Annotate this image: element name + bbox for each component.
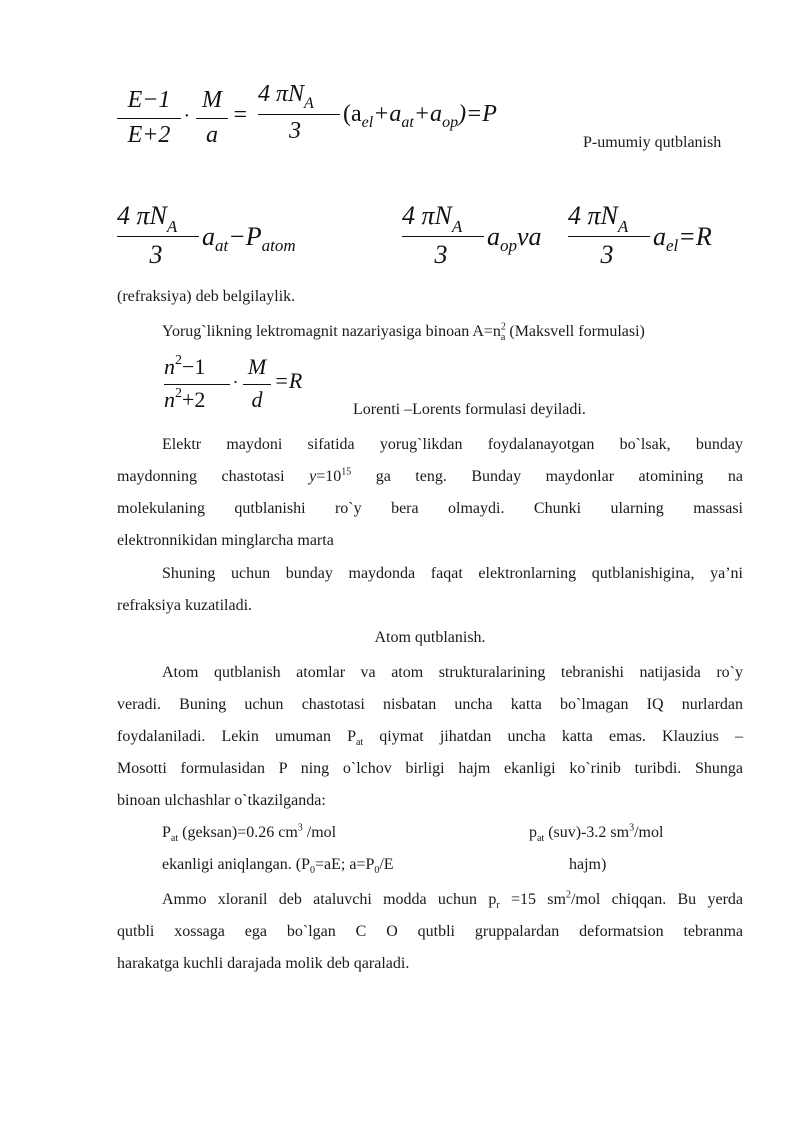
p3-line4: Mosotti formulasidan P ning o`lchov birligi hajm ekanligi ko`rinib turibdi. Shunga — [117, 760, 743, 777]
p3-line5: binoan ulchashlar o`tkazilganda: — [117, 792, 326, 809]
pat1-sup: 3 — [297, 822, 303, 834]
f3-numerator-2 — [568, 201, 629, 236]
f2-numerator — [117, 201, 178, 236]
f1-frac3-num-text: 4 πN — [258, 81, 305, 107]
p1-l2-a: maydonning chastotasi — [117, 468, 310, 485]
p1-line1: Elektr maydoni sifatida yorug`likdan foydalanayotgan bo`lsak, bunday — [162, 436, 743, 453]
f4-equals-r: =R — [274, 368, 303, 393]
p4-line1 — [162, 884, 743, 916]
p4-l1-sub: r — [496, 900, 500, 912]
p4-l1-a: Ammo xloranil deb ataluvchi modda uchun p — [162, 891, 497, 908]
f1-sub-el: el — [361, 114, 374, 131]
maxwell-sub: a — [500, 332, 506, 344]
maxwell-text-a: Yorug`likning lektromagnit nazariyasiga binoan A=n — [162, 323, 501, 340]
f1-frac1-denominator: E+2 — [127, 122, 171, 148]
p4-l1-b: =15 sm — [499, 891, 566, 908]
pat2-sup: 3 — [629, 822, 635, 834]
f4-den-rest: +2 — [182, 387, 206, 412]
p3-l3-a: foydalaniladi. Lekin umuman P — [117, 728, 356, 745]
f1-rhs-close: )=P — [458, 101, 497, 127]
f3-denominator: 3 — [434, 240, 448, 269]
text-hajm: hajm) — [569, 856, 607, 873]
f3-va: va — [517, 222, 542, 251]
ek-sub2: 0 — [374, 865, 380, 877]
p3-l3-sub: at — [355, 737, 364, 749]
f1-frac1-bar — [117, 118, 181, 119]
f3-a2: a — [653, 222, 666, 251]
f4-frac1-bar — [164, 384, 230, 385]
p3-line2: veradi. Buning uchun chastotasi nisbatan uncha katta bo`lmagan IQ nurlardan — [117, 696, 743, 713]
f3-denominator-2: 3 — [600, 240, 614, 269]
f2-a: a — [202, 222, 215, 251]
f2-minus-p: −P — [228, 222, 262, 251]
f1-plus-a-at: +a — [373, 101, 402, 127]
f2-num-text: 4 πN — [117, 201, 167, 230]
ek-b: =aE; a=P — [314, 856, 375, 873]
pat1-c: /mol — [302, 824, 337, 841]
f3-bar-2 — [568, 236, 650, 237]
text-lorenti: Lorenti –Lorents formulasi deyiladi. — [353, 401, 586, 418]
value-pat-hexane — [162, 823, 336, 843]
f3-a: a — [487, 222, 500, 251]
p4-l1-c: /mol chiqqan. Bu yerda — [570, 891, 744, 908]
f4-dot: · — [233, 372, 238, 392]
f1-frac1-numerator: E−1 — [127, 87, 171, 113]
f2-a-sub: at — [215, 236, 229, 255]
p4-l1-sup: 2 — [565, 889, 571, 901]
f4-num-n: n — [164, 354, 175, 379]
f1-frac3-num-sub: A — [304, 95, 314, 112]
p1-line2 — [117, 461, 743, 493]
pat2-c: /mol — [634, 824, 664, 841]
f3-middle — [487, 222, 542, 255]
pat2-sub: at — [537, 833, 545, 845]
f3-num-text: 4 πN — [402, 201, 452, 230]
text-refraksiya: (refraksiya) deb belgilaylik. — [117, 288, 296, 305]
f1-frac3-numerator — [258, 81, 314, 112]
p4-line3: harakatga kuchli darajada molik deb qaraladi. — [117, 955, 410, 972]
p1-line3: molekulaning qutblanishi ro`y bera olmaydi. Chunki ularning massasi — [117, 500, 743, 517]
p1-l2-sup: 15 — [341, 466, 352, 478]
f2-bar — [117, 236, 199, 237]
f4-frac2-numerator: M — [247, 354, 267, 379]
f3-num2-text: 4 πN — [568, 201, 618, 230]
f1-frac2-denominator: a — [206, 122, 218, 148]
p4-line2: qutbli xossaga ega bo`lgan C O qutbli gruppalardan deformatsion tebranma — [117, 923, 743, 940]
f1-label: P-umumiy qutblanish — [583, 134, 722, 151]
maxwell-sup: 2 — [500, 321, 506, 333]
p1-l2-b: =10 — [316, 468, 342, 485]
f1-rhs-open: (a — [343, 101, 362, 127]
text-maxwell — [162, 322, 645, 342]
f4-frac2-bar — [243, 384, 271, 385]
f3-bar — [402, 236, 484, 237]
p3-l3-b: qiymat jihatdan uncha katta emas. Klauzius – — [363, 728, 743, 745]
value-pat-water — [529, 823, 663, 843]
f3-num-sub: A — [451, 217, 463, 236]
pat1-a: P — [162, 824, 171, 841]
f4-denominator — [164, 386, 206, 412]
text-ekanligi — [162, 855, 394, 875]
f1-sub-at: at — [401, 114, 414, 131]
section-heading: Atom qutblanish. — [374, 629, 486, 646]
p1-line4: elektronnikidan minglarcha marta — [117, 532, 334, 549]
f3-equals-r: =R — [678, 222, 712, 251]
f1-frac2-bar — [196, 118, 228, 119]
pat2-a: p — [529, 824, 537, 841]
f3-a-sub: op — [500, 236, 517, 255]
f3-num2-sub: A — [617, 217, 629, 236]
f1-equals: = — [232, 102, 249, 128]
f2-p-sub: atom — [261, 236, 296, 255]
p1-l2-y: y — [309, 468, 317, 485]
f2-num-sub: A — [166, 217, 178, 236]
f1-dot: · — [184, 105, 189, 127]
p1-l2-c: ga teng. Bunday maydonlar atomining na — [351, 468, 743, 485]
f4-den-n: n — [164, 387, 175, 412]
f4-num-sup: 2 — [175, 353, 182, 368]
f1-sub-op: op — [442, 114, 459, 131]
f1-frac3-denominator: 3 — [289, 118, 301, 144]
p2-line2: refraksiya kuzatiladi. — [117, 597, 253, 614]
pat1-b: (geksan)=0.26 cm — [178, 824, 298, 841]
maxwell-text-b: (Maksvell formulasi) — [505, 323, 645, 340]
f1-plus-a-op: +a — [413, 101, 443, 127]
f3-a2-sub: el — [666, 236, 679, 255]
f1-frac2-numerator: M — [202, 87, 222, 113]
f4-den-sup: 2 — [175, 386, 182, 401]
f1-polarizabilities — [343, 101, 497, 131]
pat2-b: (suv)-3.2 sm — [544, 824, 630, 841]
p2-line1: Shuning uchun bunday maydonda faqat elektronlarning qutblanishigina, ya’ni — [162, 565, 743, 582]
f4-numerator — [164, 353, 206, 379]
f1-frac3-bar — [258, 114, 340, 115]
f3-numerator — [402, 201, 463, 236]
ek-sub1: 0 — [309, 865, 315, 877]
ek-c: /E — [379, 856, 394, 873]
p3-line1: Atom qutblanish atomlar va atom strukturalarining tebranishi natijasida ro`y — [162, 664, 743, 681]
f2-expression — [202, 222, 296, 255]
pat1-sub: at — [170, 833, 179, 845]
f2-denominator: 3 — [149, 240, 163, 269]
f3-end — [653, 222, 712, 255]
f4-num-rest: −1 — [182, 354, 206, 379]
f4-frac2-denominator: d — [251, 387, 263, 412]
p3-line3 — [117, 721, 743, 753]
ek-a: ekanligi aniqlangan. (P — [162, 856, 310, 873]
